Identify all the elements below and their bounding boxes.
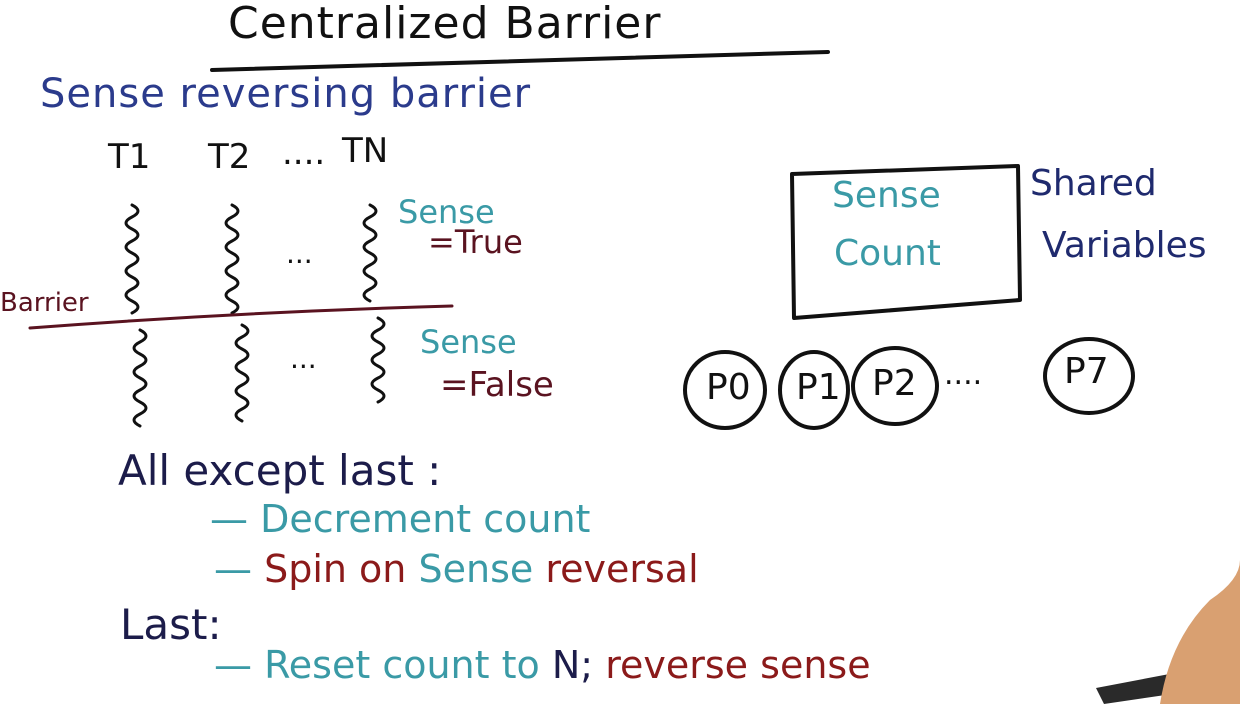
spin-sense-text: Sense <box>418 547 534 591</box>
processor-p1: P1 <box>796 367 841 408</box>
reverse-sense-text: sense <box>760 643 871 687</box>
reset-step: — Reset count to N; reverse sense <box>214 643 871 687</box>
all-except-last-heading: All except last : <box>118 446 442 495</box>
reset-count-text: Reset count to <box>264 643 540 687</box>
variables-label: Variables <box>1042 225 1207 266</box>
reverse-text: reverse <box>605 643 749 687</box>
last-heading: Last: <box>120 600 222 649</box>
spin-reversal-text: reversal <box>545 547 699 591</box>
shared-label: Shared <box>1030 163 1157 204</box>
decrement-count-text: Decrement count <box>260 497 591 541</box>
thread-label-t1: T1 <box>108 137 151 177</box>
spin-on-text: Spin on <box>264 547 407 591</box>
spin-step: — Spin on Sense reversal <box>214 547 699 591</box>
barrier-label: Barrier <box>0 288 89 318</box>
thread-label-t2: T2 <box>208 137 251 177</box>
reset-n-text: N <box>551 643 581 687</box>
processor-p0: P0 <box>706 367 751 408</box>
subtitle: Sense reversing barrier <box>40 71 532 117</box>
ellipsis-top: ... <box>286 237 313 270</box>
processor-p2: P2 <box>872 363 917 404</box>
decrement-count-step: — Decrement count <box>210 497 591 541</box>
page-title: Centralized Barrier <box>228 0 662 49</box>
processor-dots: .... <box>944 357 983 392</box>
processor-p7: P7 <box>1064 351 1109 392</box>
thread-label-dots: .... <box>282 133 326 173</box>
sense-false-label: Sense <box>420 323 517 361</box>
shared-box-count: Count <box>834 233 941 274</box>
ellipsis-bottom: ... <box>290 342 317 375</box>
sense-false-value: =False <box>440 365 554 405</box>
thread-label-tn: TN <box>342 131 389 171</box>
shared-box-sense: Sense <box>832 175 941 216</box>
sense-true-value: =True <box>428 223 523 261</box>
reset-semicolon: ; <box>580 643 594 687</box>
sense-true-label: Sense <box>398 193 495 231</box>
